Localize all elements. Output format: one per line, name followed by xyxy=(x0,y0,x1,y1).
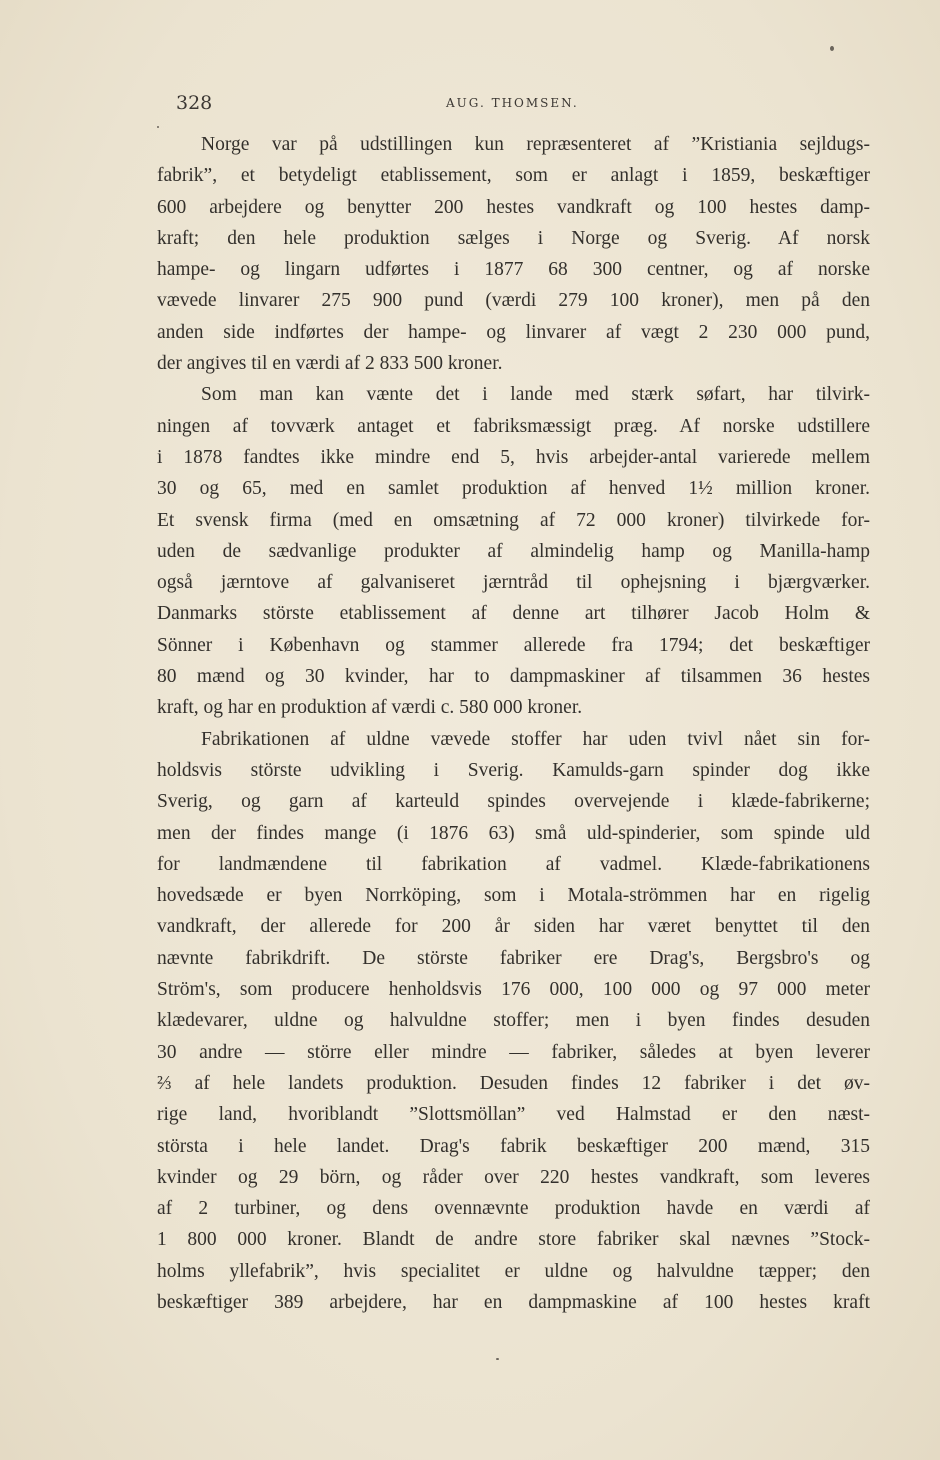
paper-speck xyxy=(830,46,834,51)
text-line: for landmændene til fabrikation af vadmel. Klæde-fabrikationens xyxy=(157,853,870,875)
paper-speck xyxy=(157,126,159,128)
text-line: også jærntove af galvaniseret jærntråd til ophejsning i bjærgværker. xyxy=(157,572,870,594)
text-line: vævede linvarer 275 900 pund (værdi 279 100 kroner), men på den xyxy=(157,290,870,312)
text-line: kraft; den hele produktion sælges i Norge og Sverig. Af norsk xyxy=(157,227,870,249)
page-header xyxy=(176,92,876,120)
text-line: Som man kan vænte det i lande med stærk søfart, har tilvirk- xyxy=(201,384,870,406)
text-line: ⅔ af hele landets produktion. Desuden findes 12 fabriker i det øv- xyxy=(157,1072,870,1094)
running-head: AUG. THOMSEN. xyxy=(446,96,579,110)
text-line: klædevarer, uldne og halvuldne stoffer; men i byen findes desuden xyxy=(157,1010,870,1032)
text-line: Et svensk firma (med en omsætning af 72 000 kroner) tilvirkede for- xyxy=(157,509,870,531)
text-line: Danmarks störste etablissement af denne art tilhører Jacob Holm & xyxy=(157,603,870,625)
text-line: nævnte fabrikdrift. De störste fabriker ere Drag's, Bergsbro's og xyxy=(157,947,870,969)
text-line: hovedsæde er byen Norrköping, som i Motala-strömmen har en rigelig xyxy=(157,885,870,907)
text-line: i 1878 fandtes ikke mindre end 5, hvis arbejder-antal varierede mellem xyxy=(157,446,870,468)
text-line: 1 800 000 kroner. Blandt de andre store fabriker skal nævnes ”Stock- xyxy=(157,1229,870,1251)
text-line: Sönner i København og stammer allerede fra 1794; det beskæftiger xyxy=(157,634,870,656)
paper-speck xyxy=(496,1358,499,1360)
text-line: rige land, hvoriblandt ”Slottsmöllan” ved Halmstad er den næst- xyxy=(157,1104,870,1126)
text-line: 30 andre — större eller mindre — fabriker, således at byen leverer xyxy=(157,1041,870,1063)
text-line: af 2 turbiner, og dens ovennævnte produktion havde en værdi af xyxy=(157,1198,870,1220)
text-line: Fabrikationen af uldne vævede stoffer har uden tvivl nået sin for- xyxy=(201,728,870,750)
text-line: uden de sædvanlige produkter af almindelig hamp og Manilla-hamp xyxy=(157,540,870,562)
text-line: Sverig, og garn af karteuld spindes overvejende i klæde-fabrikerne; xyxy=(157,791,870,813)
text-line: anden side indførtes der hampe- og linvarer af vægt 2 230 000 pund, xyxy=(157,321,870,343)
page-number: 328 xyxy=(176,92,213,114)
text-line: 80 mænd og 30 kvinder, har to dampmaskiner af tilsammen 36 hestes xyxy=(157,666,870,688)
text-line: der angives til en værdi af 2 833 500 kroner. xyxy=(157,353,503,375)
text-line: men der findes mange (i 1876 63) små uld-spinderier, som spinde uld xyxy=(157,822,870,844)
text-line: Norge var på udstillingen kun repræsenteret af ”Kristiania sejldugs- xyxy=(201,134,870,155)
text-line: ningen af tovværk antaget et fabriksmæssigt præg. Af norske udstillere xyxy=(157,415,870,437)
text-line: Ström's, som producere henholdsvis 176 000, 100 000 og 97 000 meter xyxy=(157,979,870,1001)
text-line: vandkraft, der allerede for 200 år siden har været benyttet til den xyxy=(157,916,870,938)
text-line: holdsvis störste udvikling i Sverig. Kamulds-garn spinder dog ikke xyxy=(157,759,870,781)
text-line: kraft, og har en produktion af værdi c. 580 000 kroner. xyxy=(157,697,583,719)
body-text xyxy=(157,129,870,1318)
text-line: hampe- og lingarn udførtes i 1877 68 300 centner, og af norske xyxy=(157,259,870,281)
text-line: beskæftiger 389 arbejdere, har en dampmaskine af 100 hestes kraft xyxy=(157,1291,870,1313)
text-line: fabrik”, et betydeligt etablissement, som er anlagt i 1859, beskæftiger xyxy=(157,165,870,187)
text-line: 30 og 65, med en samlet produktion af henved 1½ million kroner. xyxy=(157,478,870,500)
text-line: kvinder og 29 börn, og råder over 220 hestes vandkraft, som leveres xyxy=(157,1166,870,1188)
text-line: holms yllefabrik”, hvis specialitet er uldne og halvuldne tæpper; den xyxy=(157,1260,870,1282)
text-line: 600 arbejdere og benytter 200 hestes vandkraft og 100 hestes damp- xyxy=(157,196,870,218)
text-line: största i hele landet. Drag's fabrik beskæftiger 200 mænd, 315 xyxy=(157,1135,870,1157)
